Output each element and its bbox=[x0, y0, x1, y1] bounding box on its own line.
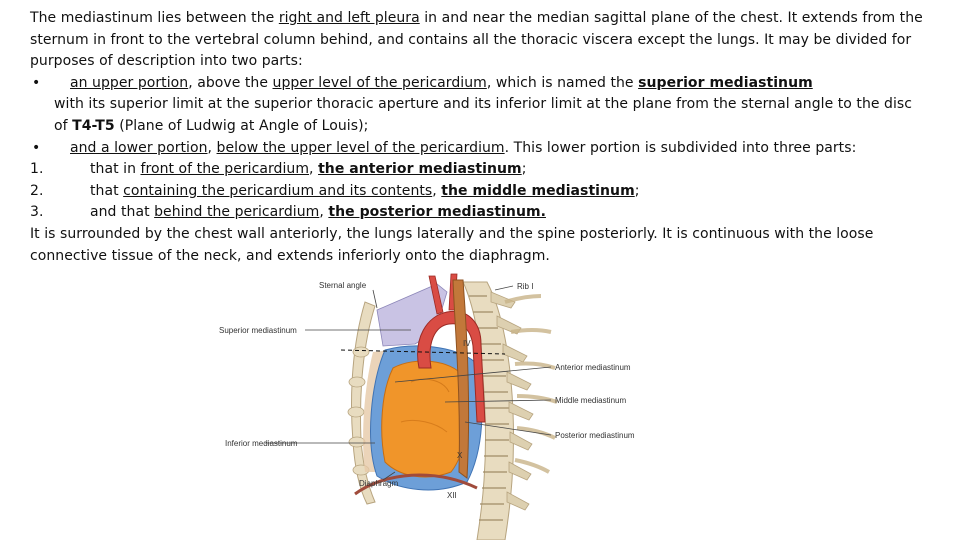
num2-text-1: that bbox=[90, 182, 124, 199]
label-vertebra-iv: IV bbox=[463, 339, 471, 348]
label-anterior-mediastinum: Anterior mediastinum bbox=[555, 363, 631, 372]
bullet2-text-2: . This lower portion is subdivided into three parts: bbox=[504, 139, 857, 156]
upper-level-term: upper level of the pericardium bbox=[272, 74, 487, 91]
bullet1-text-1: , above the bbox=[188, 74, 273, 91]
anterior-mediastinum-term: the anterior mediastinum bbox=[318, 161, 522, 178]
label-vertebra-xii: XII bbox=[447, 491, 457, 500]
bullet1-text-2: , which is named the bbox=[486, 74, 639, 91]
front-pericardium-term: front of the pericardium bbox=[140, 161, 310, 178]
below-upper-level-term: below the upper level of the pericardium bbox=[216, 139, 505, 156]
intro-paragraph bbox=[30, 8, 930, 73]
number-marker: 1. bbox=[30, 161, 44, 178]
label-middle-mediastinum: Middle mediastinum bbox=[555, 396, 627, 405]
superior-mediastinum-term: superior mediastinum bbox=[638, 74, 813, 91]
bullet1-text-3: with its superior limit at the superior thoracic aperture and its inferior limit at the plane from the sternal angle to the disc of bbox=[54, 96, 912, 134]
intro-text-2: in and near the median sagittal plane of the chest. It extends from the sternum in front to the vertebral column behind, and contains all the thoracic viscera except the lungs. It may be divided for purposes of description into two parts: bbox=[30, 10, 923, 70]
bullet-lower-portion bbox=[30, 138, 930, 160]
t4-t5-term: T4-T5 bbox=[72, 117, 115, 134]
bullet2-text-1: , bbox=[207, 139, 217, 156]
num2-text-3: ; bbox=[634, 182, 640, 199]
bullet-marker: • bbox=[32, 139, 41, 156]
bullet-marker: • bbox=[32, 74, 41, 91]
heart bbox=[382, 361, 467, 477]
num1-text-2: , bbox=[309, 161, 319, 178]
numbered-item-1 bbox=[30, 159, 930, 181]
intro-text-1: The mediastinum lies between the bbox=[30, 10, 279, 26]
num1-text-1: that in bbox=[90, 161, 141, 178]
pleura-underlined: right and left pleura bbox=[278, 10, 420, 26]
behind-pericardium-term: behind the pericardium bbox=[154, 204, 320, 221]
num2-text-2: , bbox=[432, 182, 442, 199]
bullet1-continuation bbox=[30, 94, 930, 137]
bullet-upper-portion bbox=[30, 73, 930, 95]
mediastinum-diagram bbox=[215, 272, 655, 540]
label-posterior-mediastinum: Posterior mediastinum bbox=[555, 431, 635, 440]
text-block bbox=[30, 8, 930, 267]
posterior-mediastinum-term: the posterior mediastinum. bbox=[328, 204, 546, 221]
num3-text-1: and that bbox=[90, 204, 155, 221]
label-superior-mediastinum: Superior mediastinum bbox=[219, 326, 297, 335]
numbered-item-3 bbox=[30, 202, 930, 224]
closing-paragraph: It is surrounded by the chest wall anteriorly, the lungs laterally and the spine posteriorly. It is continuous with the loose connective tissue of the neck, and extends inferiorly onto the diaphragm. bbox=[30, 225, 874, 264]
upper-portion-term: an upper portion bbox=[70, 74, 189, 91]
containing-pericardium-term: containing the pericardium and its contents bbox=[123, 182, 433, 199]
label-rib-1: Rib I bbox=[517, 282, 534, 291]
lower-portion-term: and a lower portion bbox=[70, 139, 208, 156]
label-vertebra-x: X bbox=[457, 451, 463, 460]
label-diaphragm: Diaphragm bbox=[359, 479, 399, 488]
number-marker: 2. bbox=[30, 182, 44, 199]
numbered-item-2 bbox=[30, 181, 930, 203]
label-sternal-angle: Sternal angle bbox=[319, 281, 367, 290]
label-inferior-mediastinum: Inferior mediastinum bbox=[225, 439, 298, 448]
number-marker: 3. bbox=[30, 204, 44, 221]
bullet1-text-4: (Plane of Ludwig at Angle of Louis); bbox=[114, 117, 369, 134]
num3-text-2: , bbox=[319, 204, 329, 221]
middle-mediastinum-term: the middle mediastinum bbox=[441, 182, 635, 199]
num1-text-3: ; bbox=[521, 161, 527, 178]
